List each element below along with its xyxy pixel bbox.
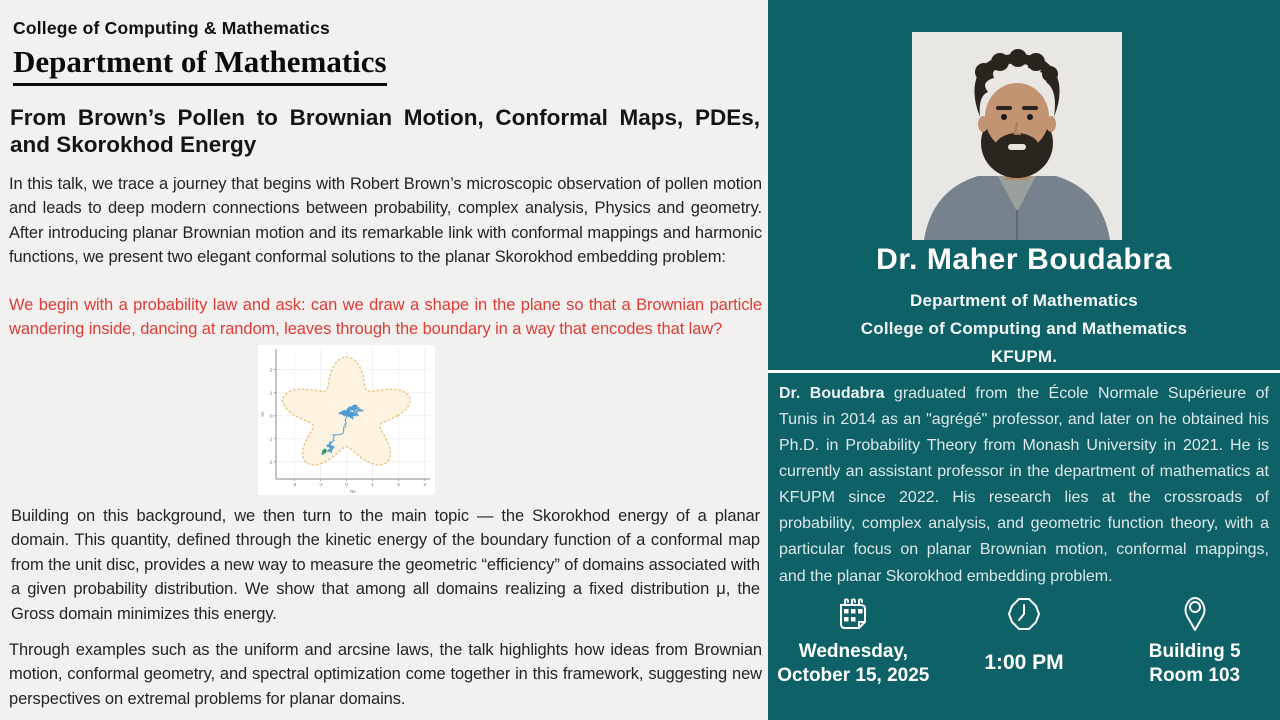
speaker-bio (779, 381, 1269, 590)
question-paragraph: We begin with a probability law and ask: can we draw a shape in the plane so that a Brownian particle wandering inside, dancing at random, leaves through the boundary in a way that encodes that law? (9, 296, 762, 339)
event-date-line2: October 15, 2025 (777, 664, 930, 686)
svg-text:1: 1 (371, 482, 374, 487)
speaker-panel (768, 0, 1280, 720)
svg-text:0: 0 (269, 413, 273, 419)
location-pin-icon (1177, 596, 1213, 632)
svg-text:Im: Im (260, 411, 265, 417)
brownian-domain-plot (258, 345, 435, 495)
event-location-line2: Room 103 (1149, 664, 1241, 686)
svg-text:0: 0 (345, 482, 348, 487)
star-domain-chart (258, 345, 435, 495)
svg-text:1: 1 (269, 390, 273, 396)
bio-lead: Dr. Boudabra (779, 385, 885, 402)
speaker-portrait-illustration (912, 32, 1122, 240)
svg-text:2: 2 (269, 367, 273, 373)
page-title: Department of Mathematics (13, 44, 387, 86)
college-label: College of Computing & Mathematics (13, 18, 330, 38)
speaker-affiliation-department: Department of Mathematics (910, 291, 1138, 310)
event-location-line1: Building 5 (1148, 641, 1241, 662)
svg-text:-2: -2 (268, 459, 273, 465)
svg-text:-2: -2 (292, 482, 297, 487)
event-time-label: 1:00 PM (984, 651, 1064, 674)
svg-text:Re: Re (350, 489, 356, 494)
main-topic-paragraph: Building on this background, we then turn to the main topic — the Skorokhod energy of a planar domain. This quantity, defined through the kinetic energy of the boundary function of a conformal map from the unit disc, provides a new way to measure the geometric “efficiency” of domains associated with a given probability distribution. We show that among all domains realizing a fixed distribution μ, the Gross domain minimizes this energy. (11, 507, 760, 623)
event-date-line1: Wednesday, (798, 641, 908, 662)
event-time (939, 596, 1110, 688)
speaker-photo (912, 32, 1122, 240)
divider (768, 370, 1280, 373)
event-location-label (1149, 640, 1241, 688)
svg-text:-1: -1 (268, 436, 273, 442)
event-date-label (777, 640, 929, 688)
svg-text:2: 2 (397, 482, 400, 487)
svg-text:-1: -1 (318, 482, 323, 487)
clock-icon (1006, 596, 1042, 632)
svg-text:3: 3 (423, 482, 427, 487)
calendar-icon (835, 596, 871, 632)
bio-text: graduated from the École Normale Supérieure of Tunis in 2014 as an "agrégé" professor, and later on he obtained his Ph.D. in Probability Theory from Monash University in 2021. He is currently an assistant professor in the department of mathematics at KFUPM since 2022. His research lies at the crossroads of probability, complex analysis, and geometric function theory, with a particular focus on planar Brownian motion, conformal mappings, and the planar Skorokhod embedding problem. (779, 385, 1269, 585)
speaker-affiliation-university: KFUPM. (990, 347, 1058, 366)
talk-title: From Brown’s Pollen to Brownian Motion, Conformal Maps, PDEs, and Skorokhod Energy (10, 105, 760, 158)
intro-paragraph: In this talk, we trace a journey that begins with Robert Brown’s microscopic observation of pollen motion and leads to deep modern connections between probability, complex analysis, Physics and geometry. After introducing planar Brownian motion and its remarkable link with conformal mappings and harmonic functions, we present two elegant conformal solutions to the planar Skorokhod embedding problem: (9, 175, 762, 267)
event-location (1109, 596, 1280, 688)
event-details-row (768, 596, 1280, 688)
speaker-name: Dr. Maher Boudabra (876, 243, 1172, 276)
event-date (768, 596, 939, 688)
closing-paragraph: Through examples such as the uniform and arcsine laws, the talk highlights how ideas from Brownian motion, conformal geometry, and spectral optimization come together in this framework, suggesting new perspectives on extremal problems for planar domains. (9, 641, 762, 708)
speaker-affiliation-college: College of Computing and Mathematics (860, 319, 1188, 338)
